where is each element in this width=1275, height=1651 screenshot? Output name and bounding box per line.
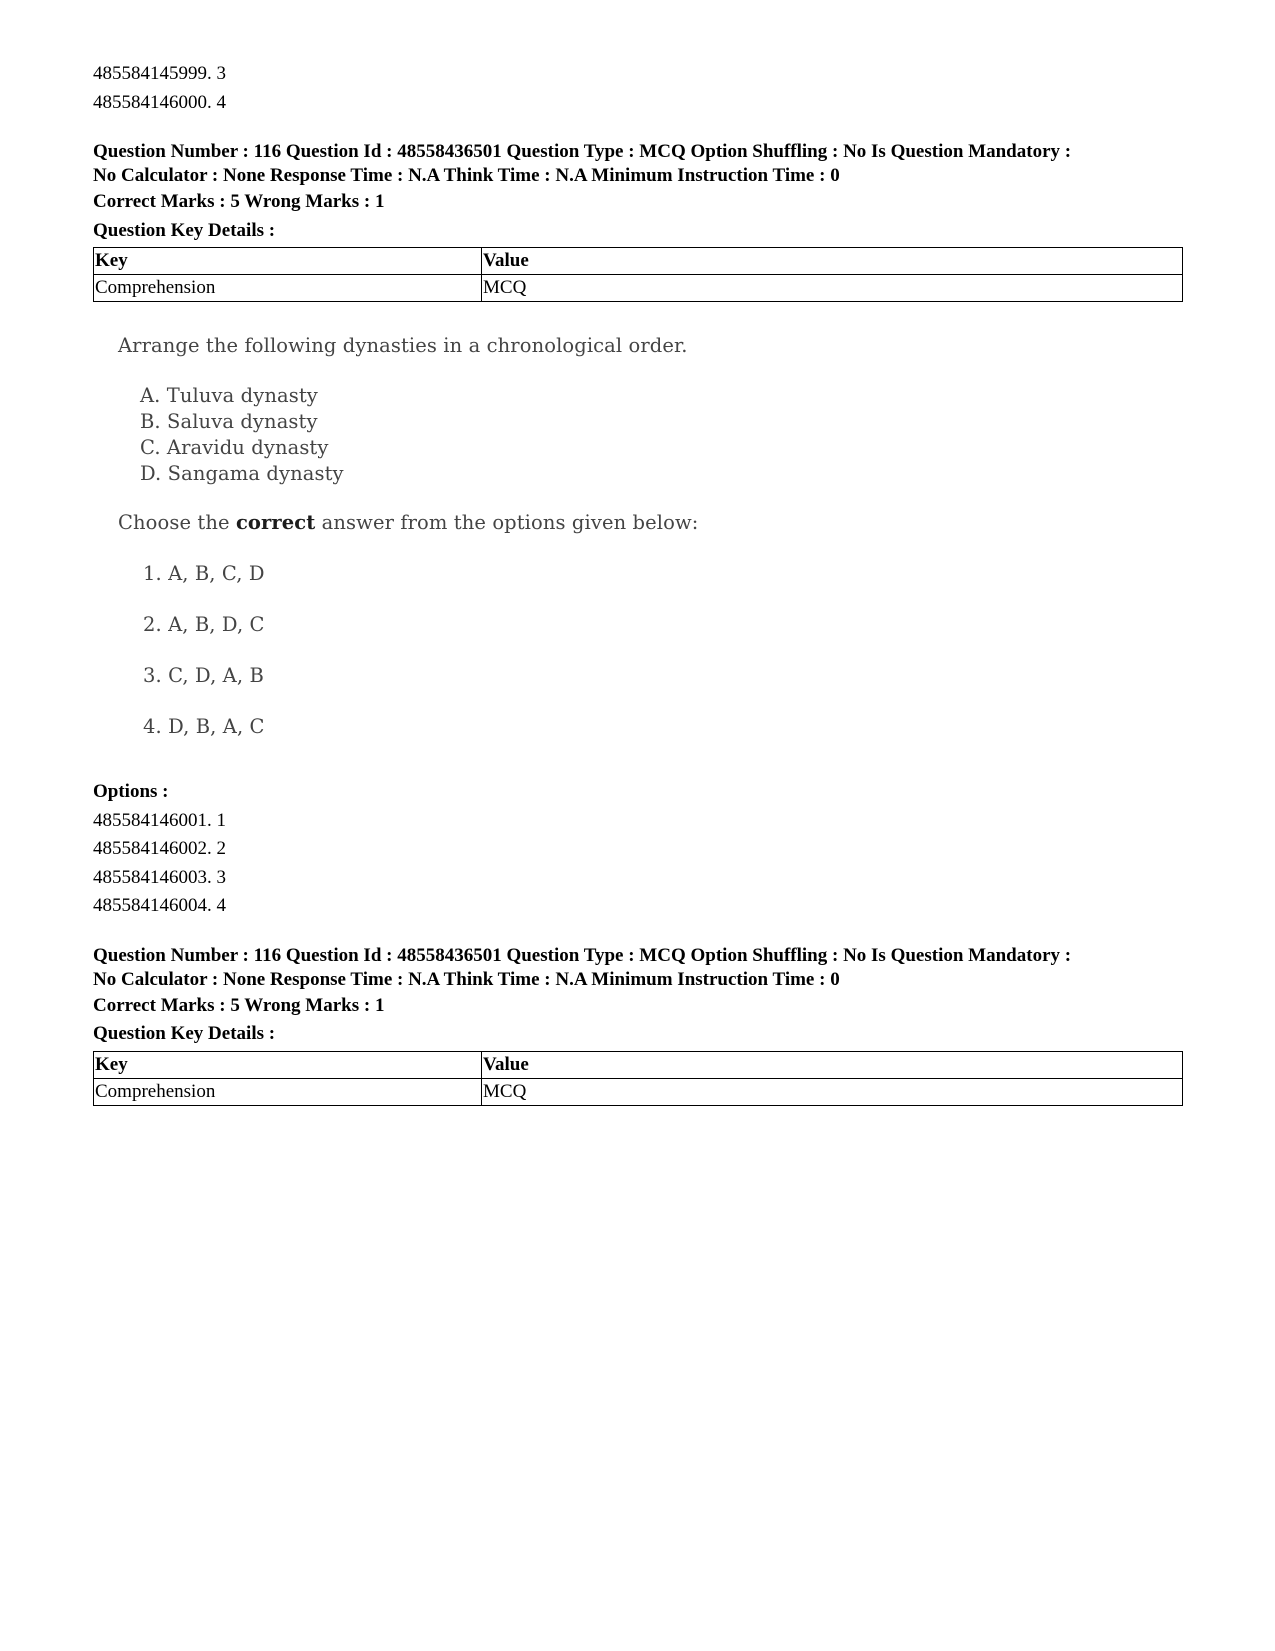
question-choice: 2. A, B, D, C [143, 613, 265, 636]
table-header-value: Value [482, 1051, 1183, 1078]
question-choice: 1. A, B, C, D [143, 562, 265, 585]
option-line: 485584146003. 3 [93, 866, 226, 888]
question-meta-line: Question Number : 116 Question Id : 48558436501 Question Type : MCQ Option Shuffling : No Is Question Mandatory : [93, 141, 1072, 162]
options-title: Options : [93, 781, 169, 802]
question-choice: 3. C, D, A, B [143, 664, 264, 687]
key-details-table [93, 1051, 1183, 1106]
table-cell-key: Comprehension [94, 275, 482, 302]
choose-suffix: answer from the options given below: [315, 511, 699, 534]
option-line: 485584145999. 3 [93, 63, 226, 84]
question-meta-line: Question Number : 116 Question Id : 48558436501 Question Type : MCQ Option Shuffling : No Is Question Mandatory : [93, 944, 1072, 966]
option-line: 485584146002. 2 [93, 838, 226, 859]
table-cell-value: MCQ [482, 275, 1183, 302]
key-details-label: Question Key Details : [93, 1023, 276, 1044]
table-header-row [94, 1051, 1183, 1078]
choose-prefix: Choose the [118, 511, 236, 534]
options-section [93, 778, 1183, 921]
question-meta-line: No Calculator : None Response Time : N.A Think Time : N.A Minimum Instruction Time : 0 [93, 968, 840, 990]
marks-line: Correct Marks : 5 Wrong Marks : 1 [93, 994, 385, 1016]
question-item: B. Saluva dynasty [140, 410, 318, 433]
marks-line: Correct Marks : 5 Wrong Marks : 1 [93, 191, 385, 212]
table-header-row [94, 248, 1183, 275]
choose-instruction [118, 511, 698, 534]
option-line: 485584146001. 1 [93, 809, 226, 831]
question-choice: 4. D, B, A, C [143, 715, 265, 738]
option-line: 485584146000. 4 [93, 91, 226, 113]
table-row [94, 275, 1183, 302]
question-block [93, 944, 1183, 1106]
table-cell-key: Comprehension [94, 1078, 482, 1105]
table-header-value: Value [482, 248, 1183, 275]
choose-bold: correct [235, 511, 316, 534]
option-line: 485584146004. 4 [93, 895, 226, 916]
table-row [94, 1078, 1183, 1105]
question-item: C. Aravidu dynasty [140, 436, 329, 459]
question-meta-line: No Calculator : None Response Time : N.A Think Time : N.A Minimum Instruction Time : 0 [93, 165, 840, 186]
question-prompt: Arrange the following dynasties in a chronological order. [118, 334, 688, 357]
question-block [93, 140, 1183, 302]
question-item: A. Tuluva dynasty [140, 384, 318, 407]
table-header-key: Key [94, 1051, 482, 1078]
document-page [93, 60, 1183, 1106]
question-item: D. Sangama dynasty [140, 462, 344, 485]
table-cell-value: MCQ [482, 1078, 1183, 1105]
key-details-label: Question Key Details : [93, 219, 276, 241]
table-header-key: Key [94, 248, 482, 275]
key-details-table [93, 247, 1183, 302]
question-image [93, 320, 699, 760]
